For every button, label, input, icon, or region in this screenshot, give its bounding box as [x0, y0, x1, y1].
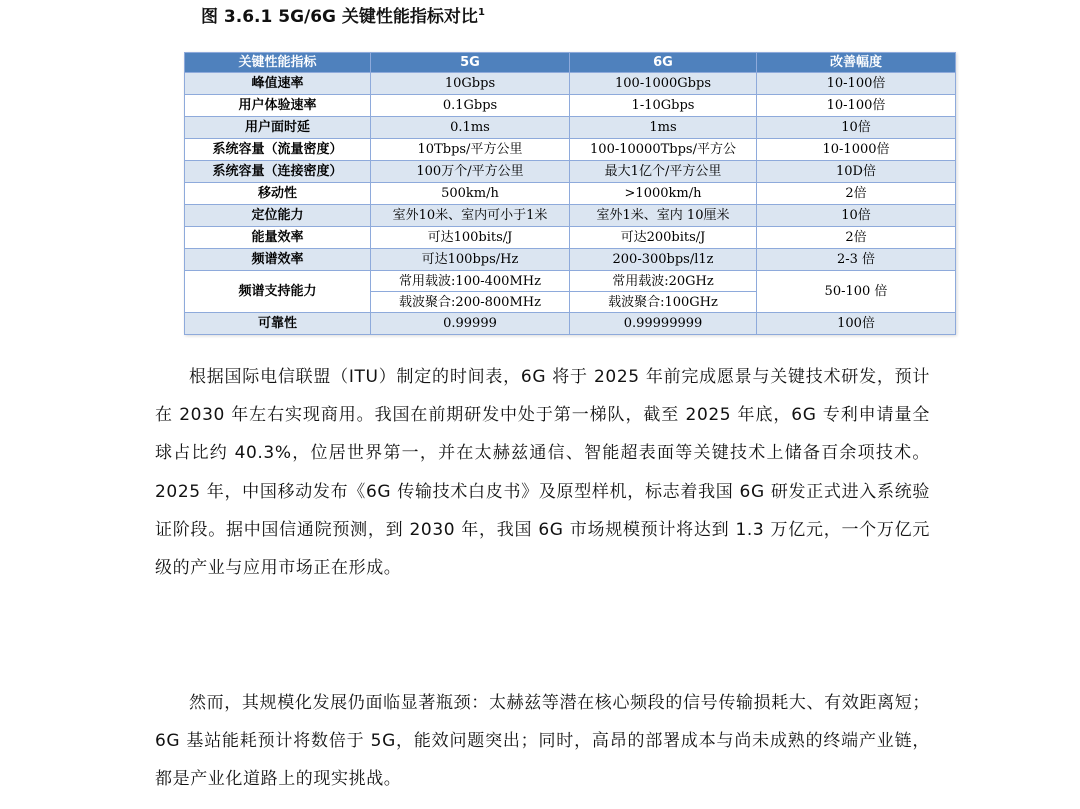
- 6g-cell: 室外1米、室内 10厘米: [570, 205, 757, 227]
- body-paragraph-2: [155, 684, 930, 799]
- improvement-cell: 50-100 倍: [757, 271, 956, 313]
- table-row: [185, 95, 956, 117]
- 6g-cell: 1ms: [570, 117, 757, 139]
- metric-cell: 移动性: [185, 183, 371, 205]
- body-paragraph-1: [155, 358, 930, 587]
- 6g-cell: 可达200bits/J: [570, 227, 757, 249]
- metric-cell: 用户面时延: [185, 117, 371, 139]
- 6g-cell: 100-1000Gbps: [570, 73, 757, 95]
- figure-title: [201, 2, 485, 28]
- table-row: [185, 249, 956, 271]
- table-row: [185, 227, 956, 249]
- 6g-cell: 200-300bps/l1z: [570, 249, 757, 271]
- 5g-cell: 10Gbps: [371, 73, 570, 95]
- table-row: [185, 161, 956, 183]
- 5g-cell: 500km/h: [371, 183, 570, 205]
- metric-cell: 可靠性: [185, 313, 371, 335]
- footnote-mark: 1: [477, 7, 485, 18]
- 5g-cell: 0.1Gbps: [371, 95, 570, 117]
- metric-cell: 定位能力: [185, 205, 371, 227]
- header-metric: 关键性能指标: [185, 53, 371, 73]
- metric-cell: 系统容量（流量密度）: [185, 139, 371, 161]
- metric-cell: 能量效率: [185, 227, 371, 249]
- metric-cell: 峰值速率: [185, 73, 371, 95]
- 6g-cell: >1000km/h: [570, 183, 757, 205]
- 5g-cell: 常用载波:100-400MHz: [371, 271, 570, 292]
- metric-cell: 系统容量（连接密度）: [185, 161, 371, 183]
- metric-cell: 用户体验速率: [185, 95, 371, 117]
- table-row: [185, 313, 956, 335]
- 5g-cell: 载波聚合:200-800MHz: [371, 292, 570, 313]
- paragraph-text: 然而，其规模化发展仍面临显著瓶颈：太赫兹等潜在核心频段的信号传输损耗大、有效距离短；6G 基站能耗预计将数倍于 5G，能效问题突出；同时，高昂的部署成本与尚未成熟的终端产业链，都是产业化道路上的现实挑战。: [155, 693, 930, 790]
- improvement-cell: 100倍: [757, 313, 956, 335]
- 6g-cell: 载波聚合:100GHz: [570, 292, 757, 313]
- table-header-row: [185, 53, 956, 73]
- figure-title-text: 图 3.6.1 5G/6G 关键性能指标对比: [201, 7, 478, 27]
- improvement-cell: 10-100倍: [757, 95, 956, 117]
- 6g-cell: 最大1亿个/平方公里: [570, 161, 757, 183]
- 5g-cell: 室外10米、室内可小于1米: [371, 205, 570, 227]
- improvement-cell: 10倍: [757, 117, 956, 139]
- 6g-cell: 1-10Gbps: [570, 95, 757, 117]
- 5g-cell: 100万个/平方公里: [371, 161, 570, 183]
- table-row: [185, 271, 956, 292]
- 5g-cell: 可达100bps/Hz: [371, 249, 570, 271]
- table-row: [185, 205, 956, 227]
- table-row: [185, 139, 956, 161]
- 6g-cell: 0.99999999: [570, 313, 757, 335]
- header-improvement: 改善幅度: [757, 53, 956, 73]
- improvement-cell: 2倍: [757, 183, 956, 205]
- metric-cell: 频谱效率: [185, 249, 371, 271]
- 6g-cell: 常用载波:20GHz: [570, 271, 757, 292]
- improvement-cell: 2-3 倍: [757, 249, 956, 271]
- improvement-cell: 10倍: [757, 205, 956, 227]
- 5g-cell: 可达100bits/J: [371, 227, 570, 249]
- paragraph-text: 根据国际电信联盟（ITU）制定的时间表，6G 将于 2025 年前完成愿景与关键技术研发，预计在 2030 年左右实现商用。我国在前期研发中处于第一梯队，截至 2025 年底，6G 专利申请量全球占比约 40.3%，位居世界第一，并在太赫兹通信、智能超表面等关键技术上储备百余项技术。2025 年，中国移动发布《6G 传输技术白皮书》及原型样机，标志着我国 6G 研发正式进入系统验证阶段。据中国信通院预测，到 2030 年，我国 6G 市场规模预计将达到 1.3 万亿元，一个万亿元级的产业与应用市场正在形成。: [155, 367, 930, 579]
- improvement-cell: 10D倍: [757, 161, 956, 183]
- 5g-cell: 0.99999: [371, 313, 570, 335]
- improvement-cell: 10-100倍: [757, 73, 956, 95]
- 5g-cell: 10Tbps/平方公里: [371, 139, 570, 161]
- header-6g: 6G: [570, 53, 757, 73]
- comparison-table: [184, 52, 956, 335]
- 6g-cell: 100-10000Tbps/平方公: [570, 139, 757, 161]
- improvement-cell: 2倍: [757, 227, 956, 249]
- improvement-cell: 10-1000倍: [757, 139, 956, 161]
- table-row: [185, 117, 956, 139]
- metric-cell: 频谱支持能力: [185, 271, 371, 313]
- header-5g: 5G: [371, 53, 570, 73]
- table-row: [185, 73, 956, 95]
- 5g-cell: 0.1ms: [371, 117, 570, 139]
- table-row: [185, 183, 956, 205]
